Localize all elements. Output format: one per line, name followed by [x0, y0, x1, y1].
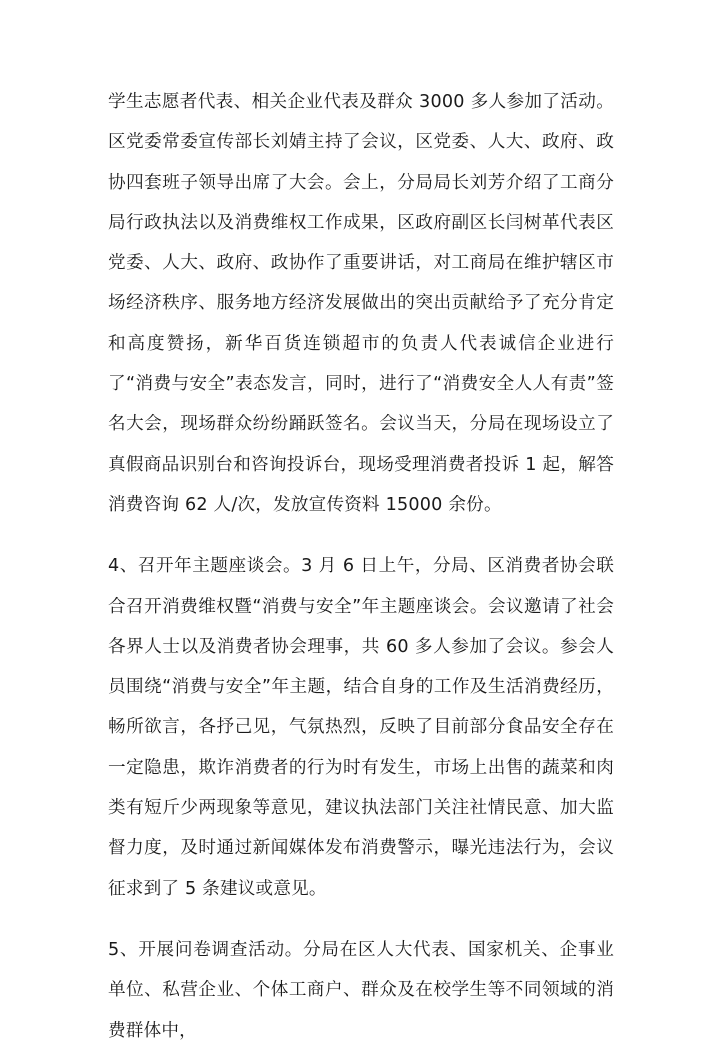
paragraph-event-summary: 学生志愿者代表、相关企业代表及群众 3000 多人参加了活动。区党委常委宣传部长刘婧主持了会议，区党委、人大、政府、政协四套班子领导出席了大会。会上，分局局长刘芳介绍了工商分局行政执法以及消费维权工作成果，区政府副区长闫树革代表区党委、人大、政府、政协作了重要讲话，对工商局在维护辖区市场经济秩序、服务地方经济发展做出的突出贡献给予了充分肯定和高度赞扬，新华百货连锁超市的负责人代表诚信企业进行了“消费与安全”表态发言，同时，进行了“消费安全人人有责”签名大会，现场群众纷纷踊跃签名。会议当天，分局在现场设立了真假商品识别台和咨询投诉台，现场受理消费者投诉 1 起，解答消费咨询 62 人/次，发放宣传资料 15000 余份。 [108, 92, 614, 515]
paragraph-item-5-survey: 5、开展问卷调查活动。分局在区人大代表、国家机关、企事业单位、私营企业、个体工商户、群众及在校学生等不同领域的消费群体中， [108, 939, 614, 1041]
paragraph-item-4-forum: 4、召开年主题座谈会。3 月 6 日上午，分局、区消费者协会联合召开消费维权暨“消费与安全”年主题座谈会。会议邀请了社会各界人士以及消费者协会理事，共 60 多人参加了会议。参会人员围绕“消费与安全”年主题，结合自身的工作及生活消费经历，畅所欲言，各抒己见，气氛热烈，反映了目前部分食品安全存在一定隐患，欺诈消费者的行为时有发生，市场上出售的蔬菜和肉类有短斤少两现象等意见，建议执法部门关注社情民意、加大监督力度，及时通过新闻媒体发布消费警示，曝光违法行为，会议征求到了 5 条建议或意见。 [108, 556, 614, 899]
document-page [108, 82, 614, 1051]
